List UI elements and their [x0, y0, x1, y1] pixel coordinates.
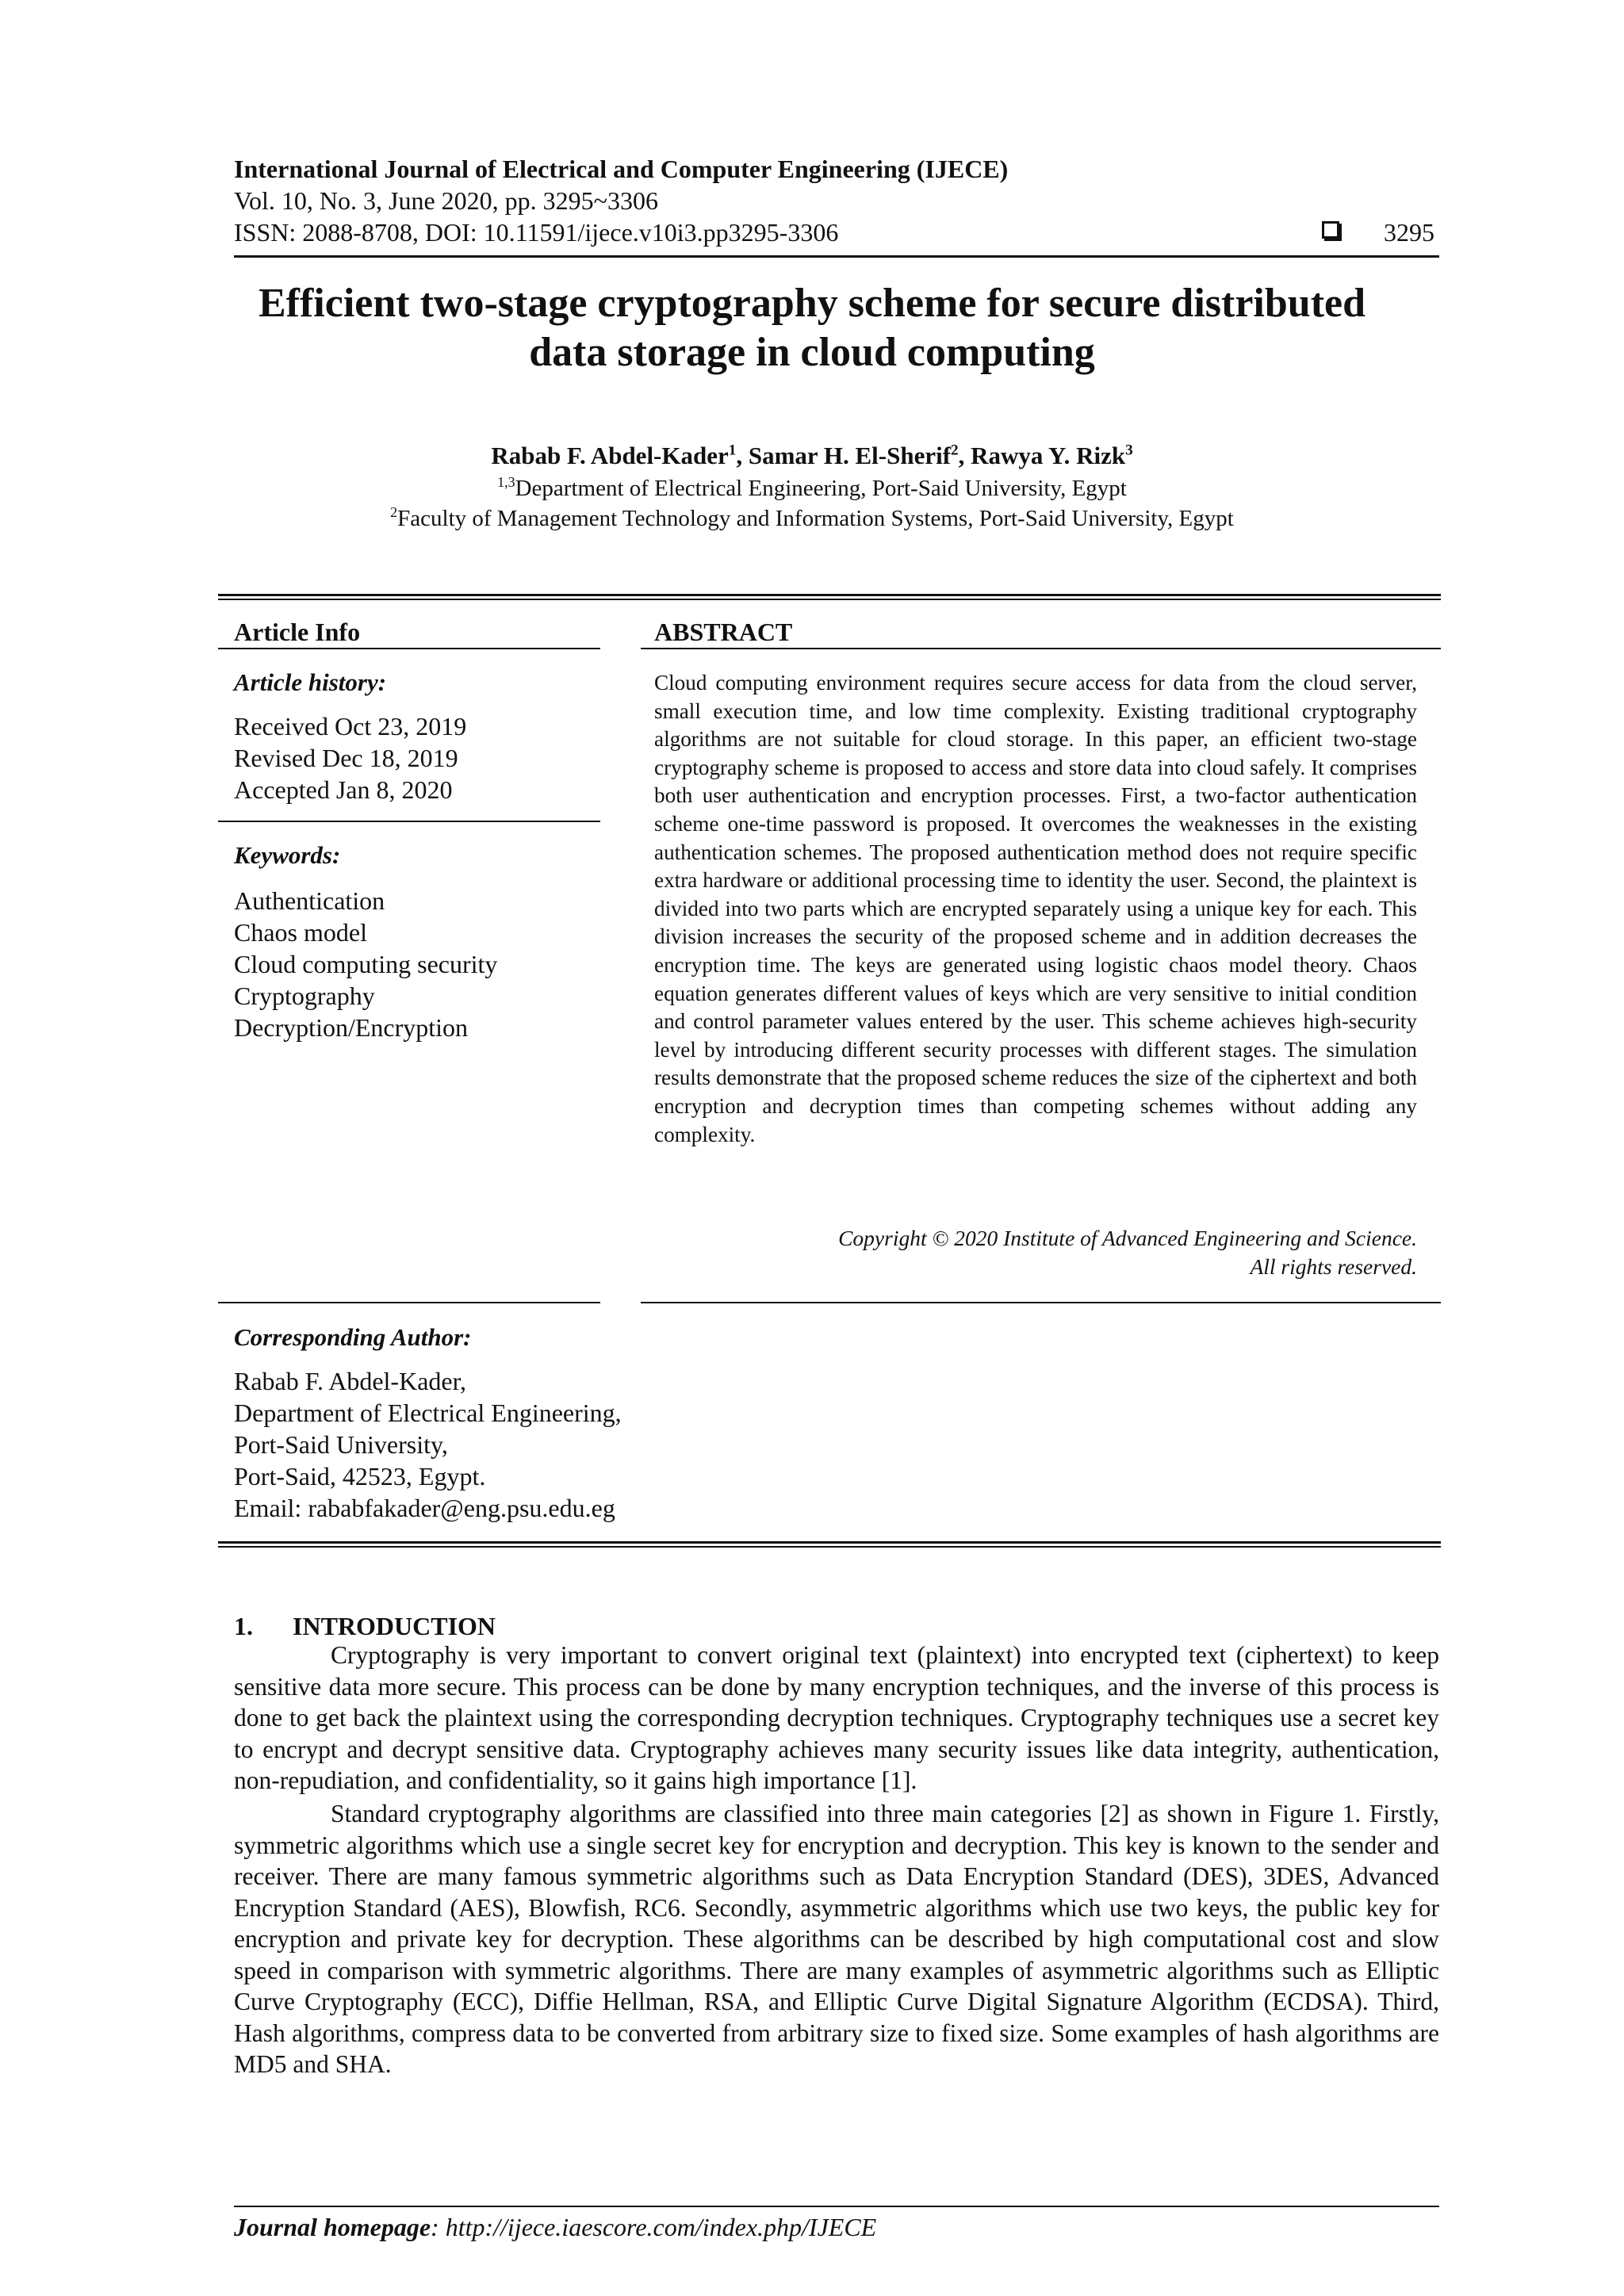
corresponding-author-email: Email: rababfakader@eng.psu.edu.eg: [234, 1494, 615, 1522]
journal-volume-line: Vol. 10, No. 3, June 2020, pp. 3295~3306: [234, 186, 658, 215]
author-separator: ,: [736, 442, 749, 469]
history-received: Received Oct 23, 2019: [234, 712, 467, 740]
abstract-text: Cloud computing environment requires secure access for data from the cloud server, small execution time, and low time complexity. Existing traditional cryptography algorithms are not suitable for cloud storage. In this paper, an efficient two-stage cryptography scheme is proposed to access and store data into cloud safely. It comprises both user authentication and encryption processes. First, a two-factor authentication scheme one-time password is proposed. It overcomes the weaknesses in the existing authentication schemes. The proposed authentication method does not require specific extra hardware or additional processing time to identity the user. Second, the plaintext is divided into two parts which are encrypted separately using a unique key for each. This division increases the security of the proposed scheme and in addition decreases the encryption time. The keys are generated using logistic chaos model theory. Chaos equation generates different values of keys which are very sensitive to initial condition and control parameter values entered by the user. This scheme achieves high-security level by introducing different security processes with different stages. The simulation results demonstrate that the proposed scheme reduces the size of the ciphertext and both encryption and decryption times than competing schemes without adding any complexity.: [654, 671, 1417, 1146]
author-2-affiliation-mark: 2: [951, 442, 959, 459]
keyword-item: Authentication: [234, 886, 385, 915]
history-revised: Revised Dec 18, 2019: [234, 744, 458, 772]
article-info-heading: Article Info: [234, 618, 361, 646]
journal-homepage-label: Journal homepage: [234, 2213, 431, 2241]
keyword-item: Chaos model: [234, 918, 367, 947]
affiliation-1-mark: 1,3: [497, 474, 515, 491]
corresponding-author-university: Port-Said University,: [234, 1430, 448, 1459]
info-box-top-rule-inner: [218, 599, 1441, 600]
introduction-paragraph-1: Cryptography is very important to convert original text (plaintext) into encrypted text (ciphertext) to keep sensitive data more secure. This process can be done by many encryption techniques, and the inverse of this process is done to get back the plaintext using the corresponding decryption techniques. Cryptography techniques use a secret key to encrypt and decrypt sensitive data. Cryptography achieves many security issues like data integrity, authentication, non-repudiation, and confidentiality, so it gains high importance [1].: [234, 1641, 1439, 1794]
keywords-heading: Keywords:: [234, 841, 341, 869]
affiliation-1-text: Department of Electrical Engineering, Port-Said University, Egypt: [515, 476, 1127, 501]
affiliation-2-text: Faculty of Management Technology and Information Systems, Port-Said University, Egypt: [397, 506, 1234, 531]
paper-title: [159, 279, 1465, 377]
author-3-affiliation-mark: 3: [1125, 442, 1133, 459]
corresponding-author-department: Department of Electrical Engineering,: [234, 1399, 622, 1427]
keyword-item: Decryption/Encryption: [234, 1013, 469, 1042]
introduction-heading: [234, 1611, 496, 1641]
author-1-affiliation-mark: 1: [728, 442, 737, 459]
abstract-bottom-rule: [641, 1302, 1441, 1303]
info-box-bottom-rule: [218, 1541, 1441, 1544]
journal-homepage-footer: [234, 2212, 876, 2242]
history-rule: [218, 821, 600, 822]
corresponding-author-heading: Corresponding Author:: [234, 1323, 472, 1351]
info-box-top-rule: [218, 594, 1441, 596]
affiliation-1: [159, 474, 1465, 503]
section-title: INTRODUCTION: [293, 1612, 496, 1640]
author-list: [159, 441, 1465, 471]
keyword-item: Cloud computing security: [234, 950, 498, 978]
copyright-line-2: All rights reserved.: [1250, 1254, 1417, 1279]
journal-issn-line: ISSN: 2088-8708, DOI: 10.11591/ijece.v10i3.pp3295-3306: [234, 218, 839, 247]
paper-title-line-1: Efficient two-stage cryptography scheme for secure distributed: [258, 281, 1366, 326]
author-2: Samar H. El-Sherif: [748, 442, 952, 469]
history-accepted: Accepted Jan 8, 2020: [234, 775, 453, 804]
info-box-bottom-rule-inner: [218, 1546, 1441, 1548]
abstract-heading: ABSTRACT: [654, 618, 793, 646]
author-1: Rabab F. Abdel-Kader: [491, 442, 729, 469]
header-rule: [234, 255, 1439, 258]
author-separator: ,: [958, 442, 971, 469]
footer-rule: [234, 2206, 1439, 2207]
keyword-item: Cryptography: [234, 982, 375, 1010]
corresponding-author-name: Rabab F. Abdel-Kader,: [234, 1367, 466, 1395]
copyright-line-1: Copyright © 2020 Institute of Advanced Engineering and Science.: [838, 1226, 1417, 1250]
author-3: Rawya Y. Rizk: [971, 442, 1126, 469]
affiliation-2-mark: 2: [390, 504, 398, 521]
abstract-rule: [641, 648, 1441, 649]
article-history-heading: Article history:: [234, 668, 387, 696]
paper-title-line-2: data storage in cloud computing: [529, 330, 1095, 375]
section-number: 1.: [234, 1612, 253, 1640]
affiliation-2: [159, 504, 1465, 533]
article-info-rule: [218, 648, 600, 649]
journal-name: International Journal of Electrical and Computer Engineering (IJECE): [234, 155, 1009, 183]
journal-homepage-url[interactable]: http://ijece.iaescore.com/index.php/IJECE: [445, 2213, 877, 2241]
page-number: 3295: [1384, 218, 1434, 247]
square-box-icon: [1322, 221, 1339, 239]
introduction-paragraph-2: Standard cryptography algorithms are classified into three main categories [2] as shown in Figure 1. Firstly, symmetric algorithms which use a single secret key for encryption and decryption. This key is known to the sender and receiver. There are many famous symmetric algorithms such as Data Encryption Standard (DES), 3DES, Advanced Encryption Standard (AES), Blowfish, RC6. Secondly, asymmetric algorithms which use two keys, the public key for encryption and private key for decryption. These algorithms can be described by high computational cost and slow speed in comparison with symmetric algorithms. There are many examples of asymmetric algorithms such as Elliptic Curve Cryptography (ECC), Diffie Hellman, RSA, and Elliptic Curve Digital Signature Algorithm (ECDSA). Third, Hash algorithms, compress data to be converted from arbitrary size to fixed size. Some examples of hash algorithms are MD5 and SHA.: [234, 1800, 1439, 2078]
corresponding-author-city: Port-Said, 42523, Egypt.: [234, 1462, 486, 1490]
footer-separator: :: [431, 2213, 446, 2241]
article-info-bottom-rule: [218, 1302, 600, 1303]
